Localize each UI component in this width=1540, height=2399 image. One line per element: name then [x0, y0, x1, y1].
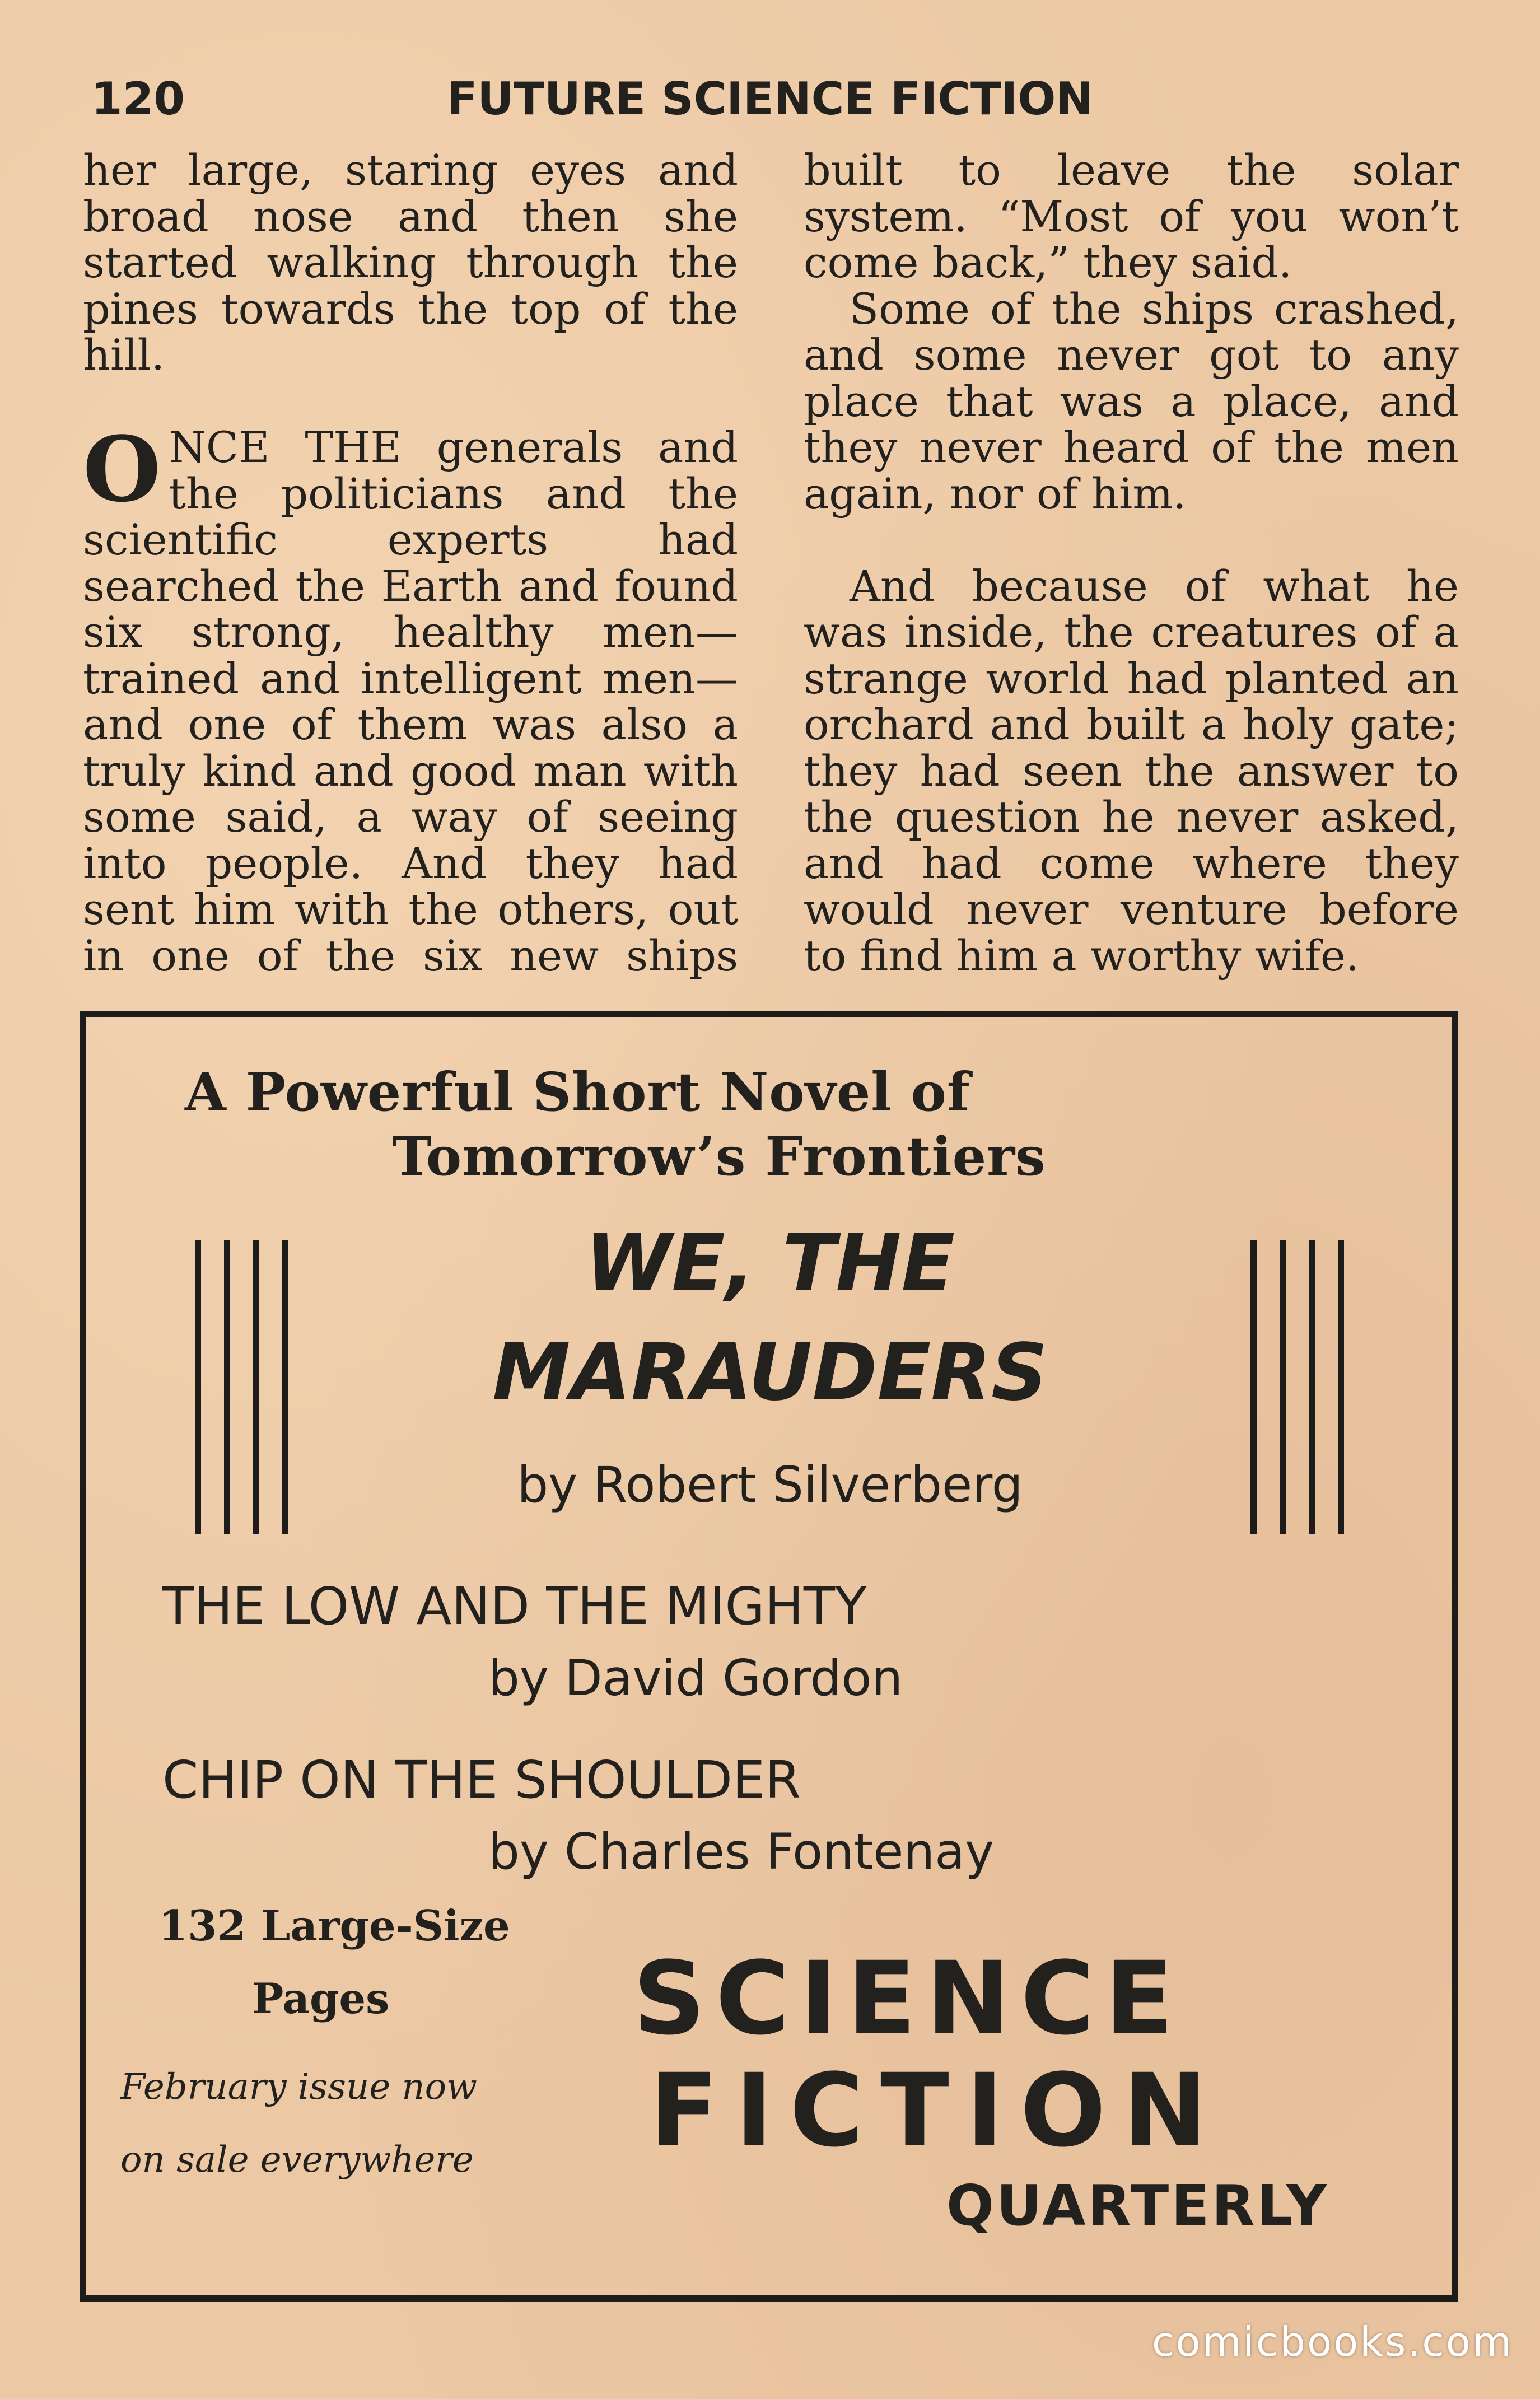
story-paragraph: built to leave the solar system. “Most of you won’t come back,” they said. — [804, 145, 1459, 287]
drop-cap: O — [83, 417, 161, 522]
magazine-logo-fiction: FICTION — [650, 2052, 1224, 2169]
feature-byline: by Robert Silverberg — [517, 1456, 1023, 1514]
story-paragraph: And because of what he was inside, the creatures of a strange world had planted an orchard and built a holy gate; they had seen the answer to the question he never asked, and had come where they would never venture before to find him a worthy wife. — [804, 561, 1459, 981]
story-title: CHIP ON THE SHOULDER — [162, 1750, 801, 1810]
page-number: 120 — [91, 73, 185, 125]
story-paragraph — [83, 417, 738, 981]
feature-title: WE, THE — [585, 1218, 955, 1309]
feature-title: MARAUDERS — [492, 1327, 1048, 1418]
running-head: FUTURE SCIENCE FICTION — [446, 73, 1094, 125]
story-title: THE LOW AND THE MIGHTY — [162, 1576, 867, 1636]
lead-in-caps: NCE THE — [169, 422, 402, 472]
watermark: comicbooks.com — [1151, 2318, 1513, 2365]
story-paragraph: her large, staring eyes and broad nose and then she started walking through the pines towards the top of the hill. — [83, 145, 738, 380]
magazine-logo-quarterly: QUARTERLY — [946, 2173, 1329, 2238]
story-column-right — [804, 147, 1459, 979]
issue-notice: February issue now — [120, 2066, 477, 2108]
page-count: 132 Large-Size — [158, 1901, 510, 1950]
paragraph-text: generals and the politicians and the scientific experts had searched the Earth and found six strong, healthy men—trained and intelligent men—and one of them was also a truly kind and good man with some said, a way of seeing into people. And they had sent him with the others, out in one of the six new ships — [83, 422, 738, 981]
magazine-logo-science: SCIENCE — [633, 1940, 1184, 2057]
ad-headline: A Powerful Short Novel of — [185, 1061, 970, 1123]
page-count: Pages — [252, 1974, 390, 2023]
story-column-left — [83, 147, 738, 979]
story-byline: by David Gordon — [488, 1649, 903, 1707]
story-paragraph: Some of the ships crashed, and some never got to any place that was a place, and they never heard of the men again, nor of him. — [804, 283, 1459, 519]
story-byline: by Charles Fontenay — [488, 1823, 995, 1880]
issue-notice: on sale everywhere — [120, 2139, 474, 2181]
ad-headline: Tomorrow’s Frontiers — [392, 1126, 1046, 1188]
